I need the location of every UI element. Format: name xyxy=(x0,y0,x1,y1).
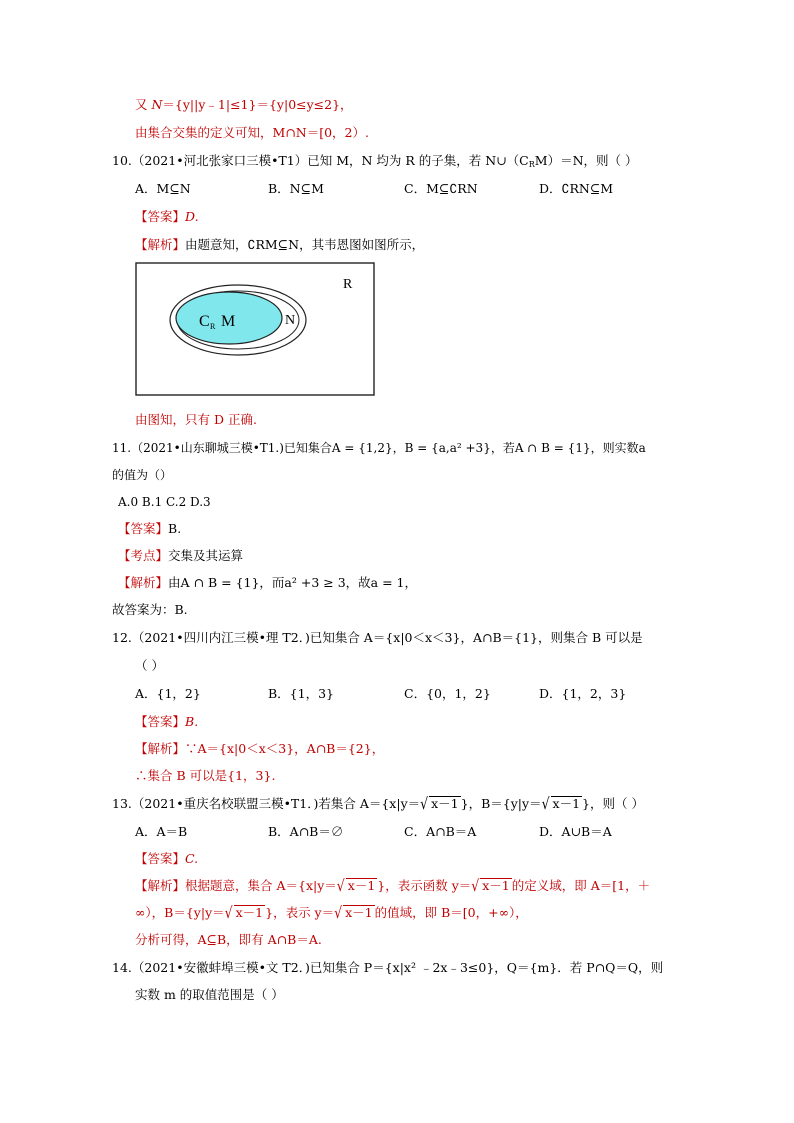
complement-label-c: C xyxy=(199,313,210,330)
complement-label-m: M xyxy=(221,313,236,330)
analysis-line: 【解析】由题意知，∁RM⊆N，其韦恩图如图所示， xyxy=(135,237,425,252)
question-11-stem: 11.（2021•山东聊城三模•T1.)已知集合A = {1,2}，B = {a,a² +3}，若A ∩ B = {1}，则实数a xyxy=(112,441,646,455)
option-b: B．N⊆M xyxy=(268,181,324,196)
option-c: C．M⊆∁RN xyxy=(404,181,478,196)
answer-line: 【答案】D. xyxy=(135,209,199,224)
option-c: C．A∩B＝A xyxy=(404,824,477,839)
answer-line: 【答案】C. xyxy=(135,851,199,866)
venn-diagram xyxy=(135,262,375,396)
text-line: 由集合交集的定义可知，M∩N＝[0，2）. xyxy=(135,125,369,140)
set-n-label: N xyxy=(285,313,296,328)
option-d: D．∁RN⊆M xyxy=(539,181,614,196)
option-a: A．{1，2} xyxy=(135,686,201,701)
question-11-options: A.0 B.1 C.2 D.3 xyxy=(118,495,211,509)
complement-label-sub: R xyxy=(210,322,216,331)
question-14-stem-2: 实数 m 的取值范围是（ ） xyxy=(135,987,284,1002)
option-b: B．A∩B＝∅ xyxy=(268,824,344,839)
question-11-stem-2: 的值为（） xyxy=(112,468,173,482)
question-12-stem-2: （ ） xyxy=(135,658,164,673)
universe-label: R xyxy=(343,277,353,292)
option-d: D．A∪B＝A xyxy=(539,824,612,839)
knowledge-point-line: 【考点】交集及其运算 xyxy=(118,548,244,563)
text-line: ∴集合 B 可以是{1，3}. xyxy=(135,768,276,783)
option-c: C．{0，1，2} xyxy=(404,686,491,701)
question-12-stem: 12.（2021•四川内江三模•理 T2．)已知集合 A＝{x|0＜x＜3}，A∩B＝{1}，则集合 B 可以是 xyxy=(112,630,643,645)
option-b: B．{1，3} xyxy=(268,686,334,701)
text-line: 分析可得，A⊆B，即有 A∩B＝A. xyxy=(135,932,322,947)
question-10-stem: 10.（2021•河北张家口三模•T1）已知 M，N 均为 R 的子集，若 $N\cup(C_RM)=N$，则（ ） xyxy=(112,153,638,169)
analysis-line: 【解析】∵A＝{x|0＜x＜3}，A∩B＝{2}， xyxy=(135,741,385,756)
analysis-line: 【解析】由A ∩ B = {1}，而a² +3 ≥ 3，故a = 1， xyxy=(118,575,417,590)
option-a: A．A＝B xyxy=(135,824,188,839)
text-line: 由图知，只有 D 正确. xyxy=(135,412,257,427)
question-13-stem: 13.（2021•重庆名校联盟三模•T1．)若集合 A＝{x|y＝√ x－1 }，B＝{y|y＝√ x－1 }，则（ ） xyxy=(112,794,644,813)
option-a: A．M⊆N xyxy=(135,181,191,196)
text-line: 故答案为：B. xyxy=(112,602,188,617)
analysis-line: 【解析】根据题意，集合 A＝{x|y＝√ x－1 }，表示函数 y＝√ x－1 的定义域，即 A＝[1，＋ xyxy=(135,876,651,895)
text-line: 又 N＝{y||y﹣1|≤1}＝{y|0≤y≤2}， xyxy=(135,97,353,112)
option-d: D．{1，2，3} xyxy=(539,686,627,701)
question-14-stem: 14.（2021•安徽蚌埠三模•文 T2．)已知集合 P＝{x|x² ﹣2x﹣3≤0}，Q＝{m}．若 P∩Q＝Q，则 xyxy=(112,960,664,975)
answer-line: 【答案】B. xyxy=(118,521,182,536)
answer-line: 【答案】B. xyxy=(135,714,199,729)
analysis-line-2: ∞），B＝{y|y＝√ x－1 }，表示 y＝√ x－1 的值域，即 B＝[0，+∞）， xyxy=(135,903,528,922)
